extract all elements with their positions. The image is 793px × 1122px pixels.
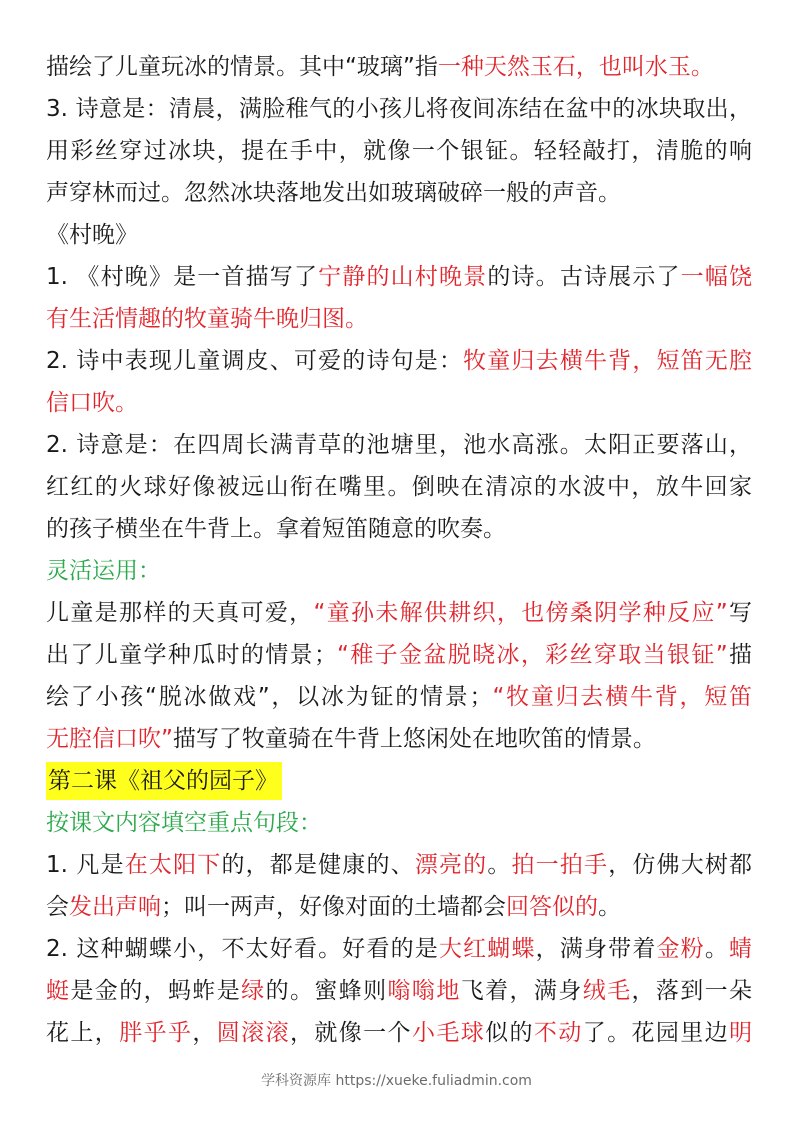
body-text: ， (192, 1020, 217, 1046)
text-line (46, 802, 752, 844)
text-line (46, 214, 752, 256)
body-text: 的，都是健康的、 (221, 852, 415, 878)
document-body (46, 46, 752, 1054)
highlighted-answer-text: 信口吹。 (46, 390, 138, 416)
highlighted-heading (46, 762, 282, 800)
footer-watermark: 学科资源库 https://xueke.fuliadmin.com (261, 1073, 532, 1089)
highlighted-answer-text: 一幅饶 (680, 264, 752, 290)
body-text: 2. 诗意是：在四周长满青草的池塘里，池水高涨。太阳正要落山， (46, 432, 752, 458)
body-text: 3. 诗意是：清晨，满脸稚气的小孩儿将夜间冻结在盆中的冰块取出， (46, 96, 752, 122)
body-text: 是金的，蚂蚱是 (70, 978, 242, 1004)
highlighted-answer-text: 牧童归去横牛背，短笛无腔 (463, 348, 752, 374)
body-text: 1. 凡是 (46, 852, 125, 878)
text-line (46, 424, 752, 466)
body-text: ，满身带着 (535, 936, 657, 962)
body-text: 的孩子横坐在牛背上。拿着短笛随意的吹奏。 (46, 516, 506, 542)
highlighted-answer-text: 嗡嗡地 (387, 978, 461, 1004)
body-text: 红红的火球好像被远山衔在嘴里。倒映在清凉的水波中，放牛回家 (46, 474, 752, 500)
highlighted-answer-text: 金粉 (656, 936, 705, 962)
body-text: ；叫一两声，好像对面的土墙都会 (161, 894, 506, 920)
body-text: 儿童是那样的天真可爱， (46, 600, 314, 626)
body-text: 。 (487, 852, 512, 878)
text-line (46, 508, 752, 550)
text-line (46, 634, 752, 676)
highlighted-answer-text: 圆滚滚 (216, 1020, 290, 1046)
text-line (46, 340, 752, 382)
section-label: 按课文内容填空重点句段： (46, 810, 322, 836)
highlighted-answer-text: 宁静的山村晚景 (318, 264, 488, 290)
highlighted-answer-text: “稚子金盆脱晓冰，彩丝穿取当银钲” (337, 642, 728, 668)
highlighted-answer-text: 漂亮的 (414, 852, 488, 878)
highlighted-answer-text: “牧童归去横牛背，短笛 (492, 684, 752, 710)
highlighted-answer-text: 蜓 (46, 978, 71, 1004)
highlighted-answer-text: 在太阳下 (124, 852, 222, 878)
text-line (46, 970, 752, 1012)
highlighted-answer-text: 绒毛 (582, 978, 632, 1004)
text-line (46, 676, 752, 718)
highlighted-answer-text: 拍一拍手 (511, 852, 609, 878)
body-text: 了。花园里边 (582, 1020, 730, 1046)
body-text: 的。蜜蜂则 (265, 978, 388, 1004)
body-text: 绘了小孩“脱冰做戏”，以冰为钲的情景； (46, 684, 493, 710)
body-text: 描写了牧童骑在牛背上悠闲处在地吹笛的情景。 (172, 726, 656, 752)
body-text: 用彩丝穿过冰块，提在手中，就像一个银钲。轻轻敲打，清脆的响 (46, 138, 752, 164)
body-text: ，就像一个 (289, 1020, 412, 1046)
body-text: 1. 《村晚》是一首描写了 (46, 264, 319, 290)
body-text: 第二课《祖父的园子》 (48, 768, 278, 794)
highlighted-answer-text: 回答似的 (506, 894, 598, 920)
body-text: 声穿林而过。忽然冰块落地发出如玻璃破碎一般的声音。 (46, 180, 621, 206)
text-line (46, 1012, 752, 1054)
highlighted-answer-text: 有生活情趣的牧童骑牛晚归图。 (46, 306, 368, 332)
highlighted-answer-text: 无腔信口吹” (46, 726, 173, 752)
text-line (46, 550, 752, 592)
body-text: ，仿佛大树都 (608, 852, 752, 878)
body-text: 飞着，满身 (460, 978, 583, 1004)
text-line (46, 466, 752, 508)
highlighted-answer-text: 发出声响 (69, 894, 161, 920)
highlighted-answer-text: 绿 (241, 978, 266, 1004)
text-line (46, 88, 752, 130)
body-text: 似的 (485, 1020, 534, 1046)
body-text: 花上， (46, 1020, 120, 1046)
body-text: 2. 诗中表现儿童调皮、可爱的诗句是： (46, 348, 464, 374)
text-line (46, 298, 752, 340)
body-text: 会 (46, 894, 69, 920)
highlighted-answer-text: 蜻 (729, 936, 752, 962)
text-line (46, 130, 752, 172)
highlighted-answer-text: “童孙未解供耕织，也傍桑阴学种反应” (313, 600, 728, 626)
body-text: 《村晚》 (46, 222, 138, 248)
body-text: 。 (598, 894, 621, 920)
lesson-heading-line (46, 760, 752, 802)
highlighted-answer-text: 一种天然玉石，也叫水玉。 (437, 54, 714, 80)
highlighted-answer-text: 大红蝴蝶 (438, 936, 536, 962)
body-text: 描绘了儿童玩冰的情景。其中“玻璃”指 (46, 54, 438, 80)
body-text: 出了儿童学种瓜时的情景； (46, 642, 337, 668)
highlighted-answer-text: 胖乎乎 (119, 1020, 193, 1046)
text-line (46, 256, 752, 298)
body-text: 写 (727, 600, 752, 626)
highlighted-answer-text: 小毛球 (411, 1020, 486, 1046)
body-text: 。 (704, 936, 730, 962)
text-line (46, 172, 752, 214)
text-line (46, 844, 752, 886)
text-line (46, 592, 752, 634)
body-text: 2. 这种蝴蝶小，不太好看。好看的是 (46, 936, 439, 962)
section-label: 灵活运用： (46, 558, 161, 584)
text-line (46, 886, 752, 928)
body-text: ，落到一朵 (631, 978, 752, 1004)
text-line (46, 46, 752, 88)
highlighted-answer-text: 不动 (533, 1020, 583, 1046)
body-text: 描 (727, 642, 752, 668)
highlighted-answer-text: 明 (729, 1020, 752, 1046)
text-line (46, 928, 752, 970)
text-line (46, 718, 752, 760)
text-line (46, 382, 752, 424)
body-text: 的诗。古诗展示了 (487, 264, 681, 290)
